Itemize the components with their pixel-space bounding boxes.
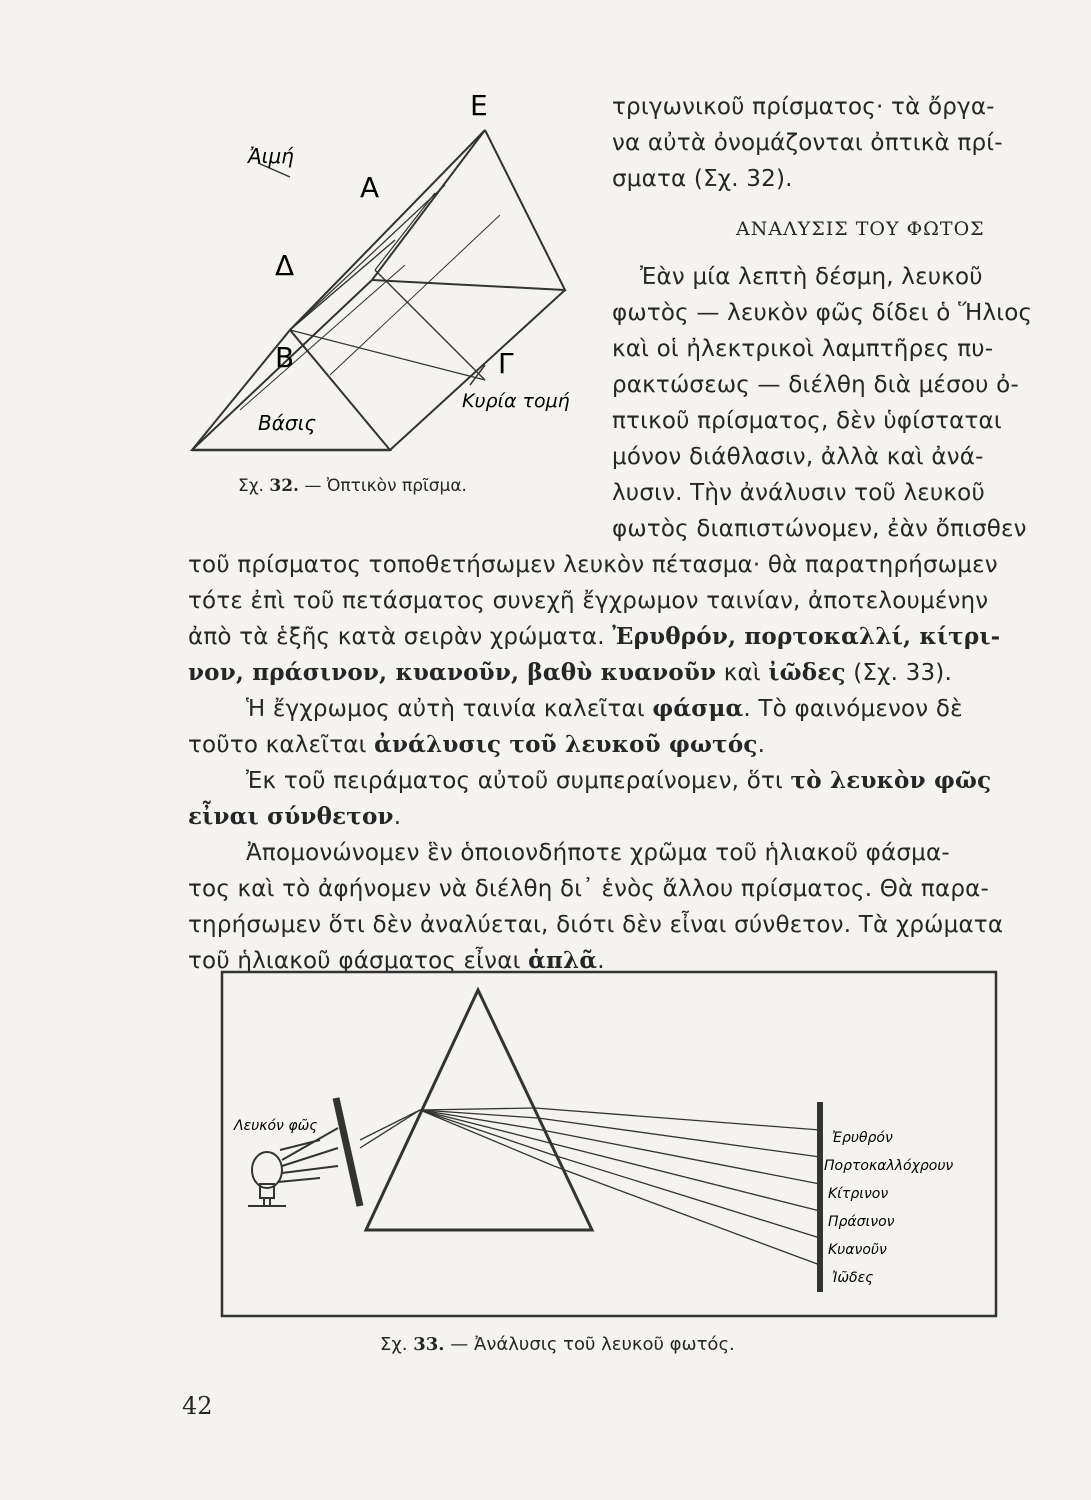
p1-line-4-and: καὶ xyxy=(723,660,761,686)
right-line-1: τριγωνικοῦ πρίσματος· τὰ ὄργα- xyxy=(612,94,995,120)
label-edge: Ἀιμή xyxy=(248,144,294,168)
p4-line-4-bold: ἁπλᾶ xyxy=(528,947,598,974)
figure-33-dispersion-diagram xyxy=(220,970,1000,1320)
spectrum-violet: Ἰῶδες xyxy=(832,1270,874,1286)
p3-line-2-end: . xyxy=(393,804,402,830)
p2-line-2-end: . xyxy=(757,732,766,758)
page-number: 42 xyxy=(182,1392,213,1420)
analysis-line-5: πτικοῦ πρίσματος, δὲν ὑφίσταται xyxy=(612,408,1002,434)
figure-33-caption xyxy=(380,1334,735,1355)
p1-line-4-bold2: ἰῶδες xyxy=(768,659,846,686)
caption-text: — Ὀπτικὸν πρῖσμα. xyxy=(304,476,467,496)
analysis-line-2: φωτὸς — λευκὸν φῶς δίδει ὁ Ἥλιος xyxy=(612,300,1033,326)
spectrum-orange: Πορτοκαλλόχρουν xyxy=(824,1158,954,1174)
caption-prefix: Σχ. xyxy=(238,476,264,496)
p1-line-2: τότε ἐπὶ τοῦ πετάσματος συνεχῆ ἔγχρωμον ταινίαν, ἀποτελουμένην xyxy=(188,588,989,614)
p4-line-3: τηρήσωμεν ὅτι δὲν ἀναλύεται, διότι δὲν εἶναι σύνθετον. Τὰ χρώματα xyxy=(188,912,1004,938)
p4-line-2: τος καὶ τὸ ἀφήνομεν νὰ διέλθη δι᾿ ἑνὸς ἄλλου πρίσματος. Θὰ παρα- xyxy=(188,876,989,902)
p1-line-3-text: ἀπὸ τὰ ἑξῆς κατὰ σειρὰν χρώματα. xyxy=(188,624,605,650)
right-line-2: να αὐτὰ ὀνομάζονται ὀπτικὰ πρί- xyxy=(612,130,1003,156)
spectrum-yellow: Κίτρινον xyxy=(828,1186,889,1202)
analysis-line-1: Ἐὰν μία λεπτὴ δέσμη, λευκοῦ xyxy=(640,264,983,290)
p1-line-3-bold: Ἐρυθρόν, πορτοκαλλί, κίτρι- xyxy=(612,623,1001,650)
p1-line-4-bold: νον, πράσινον, κυανοῦν, βαθὺ κυανοῦν xyxy=(188,659,717,686)
p3-line-1 xyxy=(246,766,991,796)
p1-line-4 xyxy=(188,658,952,688)
p1-line-1: τοῦ πρίσματος τοποθετήσωμεν λευκὸν πέτασμα· θὰ παρατηρήσωμεν xyxy=(188,552,998,578)
lamp-icon xyxy=(248,1128,338,1206)
figure-32-prism-diagram xyxy=(180,85,600,465)
label-gamma: Γ xyxy=(498,347,514,380)
label-apex-e: Ε xyxy=(470,89,488,122)
spectrum-blue: Κυανοῦν xyxy=(828,1242,887,1258)
analysis-line-8: φωτὸς διαπιστώνομεν, ἐὰν ὄπισθεν xyxy=(612,516,1027,542)
p2-line-2-bold: ἀνάλυσις τοῦ λευκοῦ φωτός xyxy=(374,731,758,758)
p4-line-4-text: τοῦ ἡλιακοῦ φάσματος εἶναι xyxy=(188,948,521,974)
p2-line-1-text: Ἡ ἔγχρωμος αὐτὴ ταινία καλεῖται xyxy=(246,696,645,722)
caption-text: — Ἀνάλυσις τοῦ λευκοῦ φωτός. xyxy=(450,1334,735,1355)
section-heading: ΑΝΑΛΥΣΙΣ ΤΟΥ ΦΩΤΟΣ xyxy=(736,218,985,240)
label-a: Α xyxy=(360,171,380,204)
caption-prefix: Σχ. xyxy=(380,1334,408,1355)
p3-line-2 xyxy=(188,802,401,832)
figure-32-caption xyxy=(238,476,467,496)
p2-line-1-bold: φάσμα xyxy=(652,695,744,722)
white-light-label: Λευκόν φῶς xyxy=(234,1118,318,1134)
analysis-line-4: ρακτώσεως — διέλθη διὰ μέσου ὀ- xyxy=(612,372,1019,398)
analysis-line-7: λυσιν. Τὴν ἀνάλυσιν τοῦ λευκοῦ xyxy=(612,480,985,506)
label-base: Βάσις xyxy=(258,411,317,435)
label-delta: Δ xyxy=(275,249,295,282)
p1-line-3 xyxy=(188,622,1000,652)
caption-number: 33. xyxy=(413,1334,445,1355)
p4-line-1: Ἀπομονώνομεν ἓν ὁποιονδήποτε χρῶμα τοῦ ἡλιακοῦ φάσμα- xyxy=(246,840,950,866)
label-b: Β xyxy=(275,341,295,374)
p2-line-2-text: τοῦτο καλεῖται xyxy=(188,732,367,758)
caption-number: 32. xyxy=(269,476,299,496)
p3-line-1-text: Ἐκ τοῦ πειράματος αὐτοῦ συμπεραίνομεν, ὅτι xyxy=(246,768,784,794)
slit-plate xyxy=(336,1098,360,1206)
analysis-line-3: καὶ οἱ ἠλεκτρικοὶ λαμπτῆρες πυ- xyxy=(612,336,994,362)
analysis-line-6: μόνον διάθλασιν, ἀλλὰ καὶ ἀνά- xyxy=(612,444,984,470)
p2-line-1 xyxy=(246,694,963,724)
light-beams xyxy=(360,1108,820,1265)
p2-line-1-end: . Τὸ φαινόμενον δὲ xyxy=(743,696,963,722)
spectrum-red: Ἐρυθρόν xyxy=(832,1130,893,1146)
right-line-3: σματα (Σχ. 32). xyxy=(612,166,793,192)
p3-line-1-bold: τὸ λευκὸν φῶς xyxy=(790,767,992,794)
spectrum-green: Πράσινον xyxy=(828,1214,895,1230)
p2-line-2 xyxy=(188,730,765,760)
label-main-section: Κυρία τομή xyxy=(462,390,570,412)
p1-line-4-end: (Σχ. 33). xyxy=(853,660,952,686)
p3-line-2-bold: εἶναι σύνθετον xyxy=(188,803,394,830)
p4-line-4-end: . xyxy=(597,948,605,974)
